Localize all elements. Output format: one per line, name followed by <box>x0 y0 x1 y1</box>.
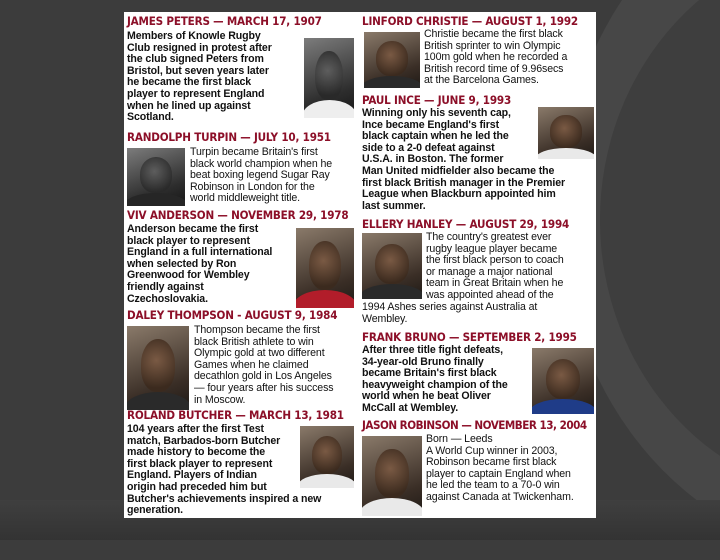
portrait-photo <box>538 107 594 159</box>
portrait-photo <box>362 436 422 516</box>
entry-header: LINFORD CHRISTIE — AUGUST 1, 1992 <box>362 14 578 28</box>
newspaper-clipping <box>124 12 596 518</box>
portrait-photo <box>362 233 422 299</box>
entry-linford-christie <box>360 14 596 94</box>
entry-body: The country's greatest ever rugby league player became the first black person to coach or manage a major national team in Great Britain when he was appointed ahead of the <box>426 231 564 301</box>
portrait-photo <box>364 32 420 88</box>
entry-frank-bruno <box>360 330 596 430</box>
entry-ellery-hanley <box>360 217 596 333</box>
portrait-photo <box>127 326 189 410</box>
portrait-photo <box>532 348 594 414</box>
entry-paul-ince <box>360 93 596 217</box>
entry-header: ELLERY HANLEY — AUGUST 29, 1994 <box>362 217 570 231</box>
portrait-photo <box>300 426 354 488</box>
entry-james-peters <box>124 14 356 128</box>
entry-body: Thompson became the first black British athlete to win Olympic gold at two different Games when he claimed decathlon gold in Los Angeles — four years after his success in Moscow. <box>194 324 334 406</box>
entry-header: JASON ROBINSON — NOVEMBER 13, 2004 <box>362 418 587 432</box>
entry-header: PAUL INCE — JUNE 9, 1993 <box>362 93 512 107</box>
entry-body: Turpin became Britain's first black world champion when he beat boxing legend Sugar Ray Robinson in London for the world middleweight title. <box>190 146 333 205</box>
entry-header: FRANK BRUNO — SEPTEMBER 2, 1995 <box>362 330 577 344</box>
entry-header: ROLAND BUTCHER — MARCH 13, 1981 <box>127 408 344 422</box>
entry-header: VIV ANDERSON — NOVEMBER 29, 1978 <box>127 208 349 222</box>
portrait-photo <box>304 38 354 118</box>
entry-body: Winning only his seventh cap, Ince became England's first black captain when he led the side to a 2-0 defeat against U.S.A. in Boston. The former Man United midfielder also became the first black British manager in the Premier League when Blackburn appointed him last summer. <box>362 107 566 212</box>
entry-roland-butcher <box>124 408 356 518</box>
entry-daley-thompson <box>124 308 356 414</box>
entry-body: 104 years after the first Test match, Barbados-born Butcher made history to become the first black player to represent England. Players of Indian origin had preceded him but Butcher's achievements inspired a new generation. <box>127 423 322 517</box>
entry-jason-robinson <box>360 418 596 518</box>
entry-viv-anderson <box>124 208 356 312</box>
entry-header: JAMES PETERS — MARCH 17, 1907 <box>127 14 322 28</box>
entry-body: Born — Leeds A World Cup winner in 2003, Robinson became first black player to captain England when he led the team to a 70-0 win against Canada at Twickenham. <box>426 433 574 503</box>
portrait-photo <box>127 148 185 206</box>
entry-body: Anderson became the first black player to represent England in a full international when selected by Ron Greenwood for Wembley friendly against Czechoslovakia. <box>127 223 273 305</box>
entry-body: After three title fight defeats, 34-year-old Bruno finally became Britain's first black heavyweight champion of the world when he beat Oliver McCall at Wembley. <box>362 344 508 414</box>
entry-header: RANDOLPH TURPIN — JULY 10, 1951 <box>127 130 331 144</box>
entry-body: Christie became the first black British sprinter to win Olympic 100m gold when he recorded a British record time of 9.96secs at the Barcelona Games. <box>424 28 568 87</box>
entry-body: Members of Knowle Rugby Club resigned in protest after the club signed Peters from Bristol, but seven years later he became the first black player to represent England when he lined up against Scotland. <box>127 30 272 124</box>
entry-header: DALEY THOMPSON - AUGUST 9, 1984 <box>127 308 338 322</box>
entry-randolph-turpin <box>124 130 356 214</box>
entry-body-continued: 1994 Ashes series against Australia at Wembley. <box>362 301 538 325</box>
portrait-photo <box>296 228 354 308</box>
